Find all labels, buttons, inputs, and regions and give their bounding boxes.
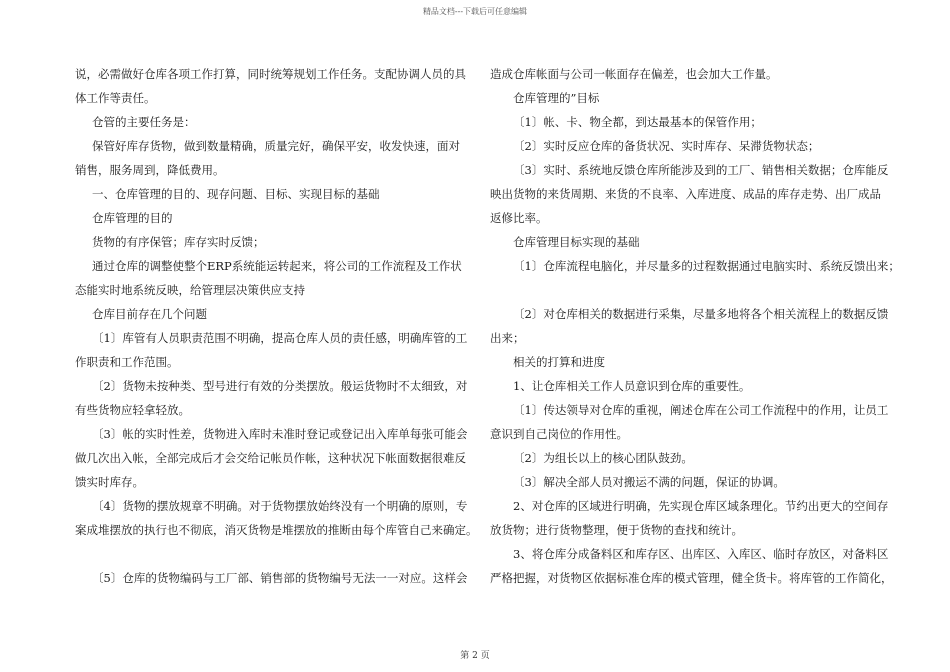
text-line: 〔3〕实时、系统地反馈仓库所能涉及到的工厂、销售相关数据；仓库能反: [513, 163, 889, 177]
text-line: 〔1〕仓库流程电脑化，并尽量多的过程数据通过电脑实时、系统反馈出来；: [513, 259, 900, 273]
text-line: 仓库管理的”目标: [513, 91, 600, 105]
text-line: 体工作等责任。: [75, 91, 156, 105]
text-line: 〔2〕实时反应仓库的备货状况、实时库存、呆滞货物状态；: [513, 139, 820, 153]
text-line: 映出货物的来货周期、来货的不良率、入库进度、成品的库存走势、出厂成品: [490, 187, 881, 201]
text-line: 相关的打算和进度: [513, 355, 605, 369]
page-number: 第 2 页: [460, 651, 490, 661]
text-line: 放货物；进行货物整理，便于货物的查找和统计。: [490, 523, 743, 537]
text-line: 仓管的主要任务是：: [92, 115, 196, 129]
text-line: 态能实时地系统反映，给管理层决策供应支持: [75, 283, 305, 297]
text-line: 货物的有序保管；库存实时反馈；: [92, 235, 265, 249]
text-line: 销售，服务周到，降低费用。: [75, 163, 225, 177]
text-line: 3、将仓库分成备料区和库存区、出库区、入库区、临时存放区，对备料区: [513, 547, 889, 561]
text-line: 〔5〕仓库的货物编码与工厂部、销售部的货物编号无法一一对应。这样会: [92, 571, 468, 585]
text-line: 1、让仓库相关工作人员意识到仓库的重要性。: [513, 379, 751, 393]
text-line: 保管好库存货物，做到数量精确，质量完好，确保平安，收发快速，面对: [92, 139, 460, 153]
text-line: 案成堆摆放的执行也不彻底，消灭货物是堆摆放的推断由每个库管自己来确定。: [75, 523, 478, 537]
text-line: 返修比率。: [490, 211, 548, 225]
text-line: 一、仓库管理的目的、现存问题、目标、实现目标的基础: [92, 187, 380, 201]
text-line: 〔1〕传达领导对仓库的重视，阐述仓库在公司工作流程中的作用，让员工: [513, 403, 889, 417]
text-line: 做几次出入帐，全部完成后才会交给记帐员作帐，这种状况下帐面数据很难反: [75, 451, 466, 465]
text-line: 馈实时库存。: [75, 475, 144, 489]
text-line: 意识到自己岗位的作用性。: [490, 427, 628, 441]
text-line: 2、对仓库的区域进行明确，先实现仓库区域条理化。节约出更大的空间存: [513, 499, 889, 513]
text-line: 〔2〕为组长以上的核心团队鼓劲。: [513, 451, 693, 465]
text-line: 说，必需做好仓库各项工作打算，同时统筹规划工作任务。支配协调人员的具: [75, 67, 466, 81]
text-line: [75, 542, 463, 566]
text-line: 有些货物应轻拿轻放。: [75, 403, 190, 417]
text-line: 仓库管理的目的: [92, 211, 173, 225]
right-column: [490, 62, 900, 590]
text-line: 通过仓库的调整使整个ERP系统能运转起来，将公司的工作流程及工作状: [92, 259, 462, 273]
text-line: 〔2〕货物未按种类、型号进行有效的分类摆放。般运货物时不太细致，对: [92, 379, 468, 393]
text-line: 严格把握，对货物区依据标准仓库的模式管理，健全货卡。将库管的工作简化，: [490, 571, 893, 585]
text-line: 仓库目前存在几个问题: [92, 307, 207, 321]
text-line: 造成仓库帐面与公司一帐面存在偏差，也会加大工作量。: [490, 67, 778, 81]
text-line: 〔1〕库管有人员职责范围不明确，提高仓库人员的责任感，明确库管的工: [92, 331, 468, 345]
text-line: 〔1〕帐、卡、物全都，到达最基本的保管作用；: [513, 115, 762, 129]
text-line: 〔2〕对仓库相关的数据进行采集，尽量多地将各个相关流程上的数据反馈: [513, 307, 889, 321]
left-column: [75, 62, 478, 590]
text-line: 出来；: [490, 331, 525, 345]
text-line: 作职责和工作范围。: [75, 355, 179, 369]
page-header: 精品文档---下载后可任意编辑: [422, 7, 528, 16]
text-line: 〔4〕货物的摆放规章不明确。对于货物摆放始终没有一个明确的原则，专: [92, 499, 468, 513]
text-line: 〔3〕帐的实时性差，货物进入库时未准时登记或登记出入库单每张可能会: [92, 427, 468, 441]
text-line: [490, 278, 880, 302]
text-line: 〔3〕解决全部人员对搬运不满的问题，保证的协调。: [513, 475, 785, 489]
text-line: 仓库管理目标实现的基础: [513, 235, 640, 249]
